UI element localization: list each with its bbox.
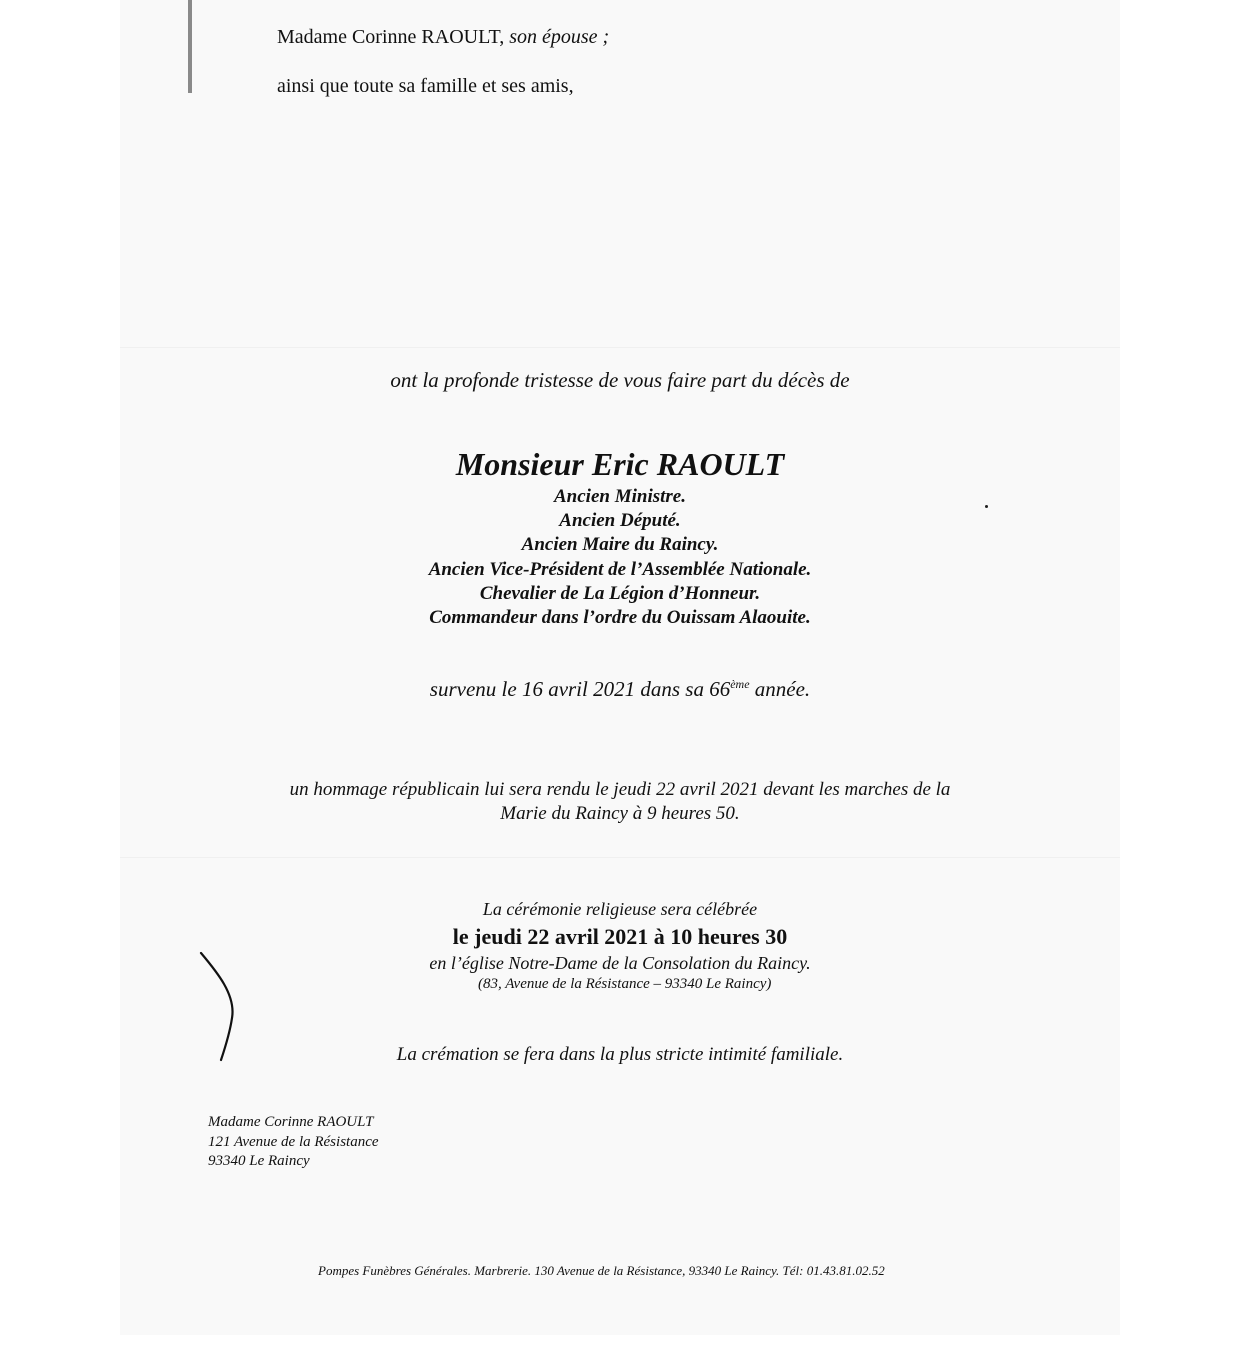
ceremony-intro: La cérémonie religieuse sera célébrée bbox=[482, 899, 758, 919]
tribute-line: Marie du Raincy à 9 heures 50. bbox=[500, 803, 740, 824]
spouse-role: son épouse ; bbox=[509, 26, 610, 48]
tribute-text bbox=[120, 778, 1120, 826]
title-item: Ancien Maire du Raincy. bbox=[521, 534, 719, 556]
ceremony-address: (83, Avenue de la Résistance – 93340 Le Raincy) bbox=[478, 976, 772, 992]
death-date-end: année. bbox=[749, 677, 811, 701]
announcement-text: ont la profonde tristesse de vous faire part du décès de bbox=[390, 368, 850, 392]
titles-list bbox=[120, 485, 1120, 630]
spouse-name: Madame Corinne RAOULT, bbox=[277, 26, 505, 48]
ceremony-date: le jeudi 22 avril 2021 à 10 heures 30 bbox=[452, 924, 788, 949]
fold-line-bottom bbox=[120, 857, 1120, 859]
contact-city: 93340 Le Raincy bbox=[208, 1153, 310, 1169]
death-date-sup: ème bbox=[730, 677, 750, 691]
fold-line-top bbox=[120, 347, 1120, 349]
contact-address bbox=[208, 1113, 379, 1172]
spouse-line bbox=[277, 26, 609, 49]
title-item: Ancien Député. bbox=[559, 510, 681, 532]
title-item: Ancien Vice-Président de l’Assemblée Nationale. bbox=[428, 558, 812, 580]
contact-street: 121 Avenue de la Résistance bbox=[208, 1133, 379, 1150]
title-item: Commandeur dans l’ordre du Ouissam Alaouite. bbox=[429, 607, 811, 629]
margin-bar bbox=[188, 0, 192, 93]
funeral-home-footer: Pompes Funèbres Générales. Marbrerie. 130 Avenue de la Résistance, 93340 Le Raincy. Tél: 01.43.81.02.52 bbox=[318, 1263, 885, 1278]
title-item: Ancien Ministre. bbox=[554, 486, 686, 507]
deceased-name: Monsieur Eric RAOULT bbox=[455, 446, 785, 482]
death-date bbox=[120, 677, 1120, 702]
death-date-main: survenu le 16 avril 2021 dans sa 66 bbox=[429, 677, 731, 701]
cremation-text: La crémation se fera dans la plus stricte intimité familiale. bbox=[396, 1044, 844, 1065]
contact-name: Madame Corinne RAOULT bbox=[208, 1114, 374, 1130]
title-item: Chevalier de La Légion d’Honneur. bbox=[479, 582, 761, 604]
ceremony-place: en l’église Notre-Dame de la Consolation du Raincy. bbox=[429, 953, 811, 973]
family-line: ainsi que toute sa famille et ses amis, bbox=[277, 75, 574, 97]
tribute-line: un hommage républicain lui sera rendu le jeudi 22 avril 2021 devant les marches de la bbox=[289, 779, 951, 800]
